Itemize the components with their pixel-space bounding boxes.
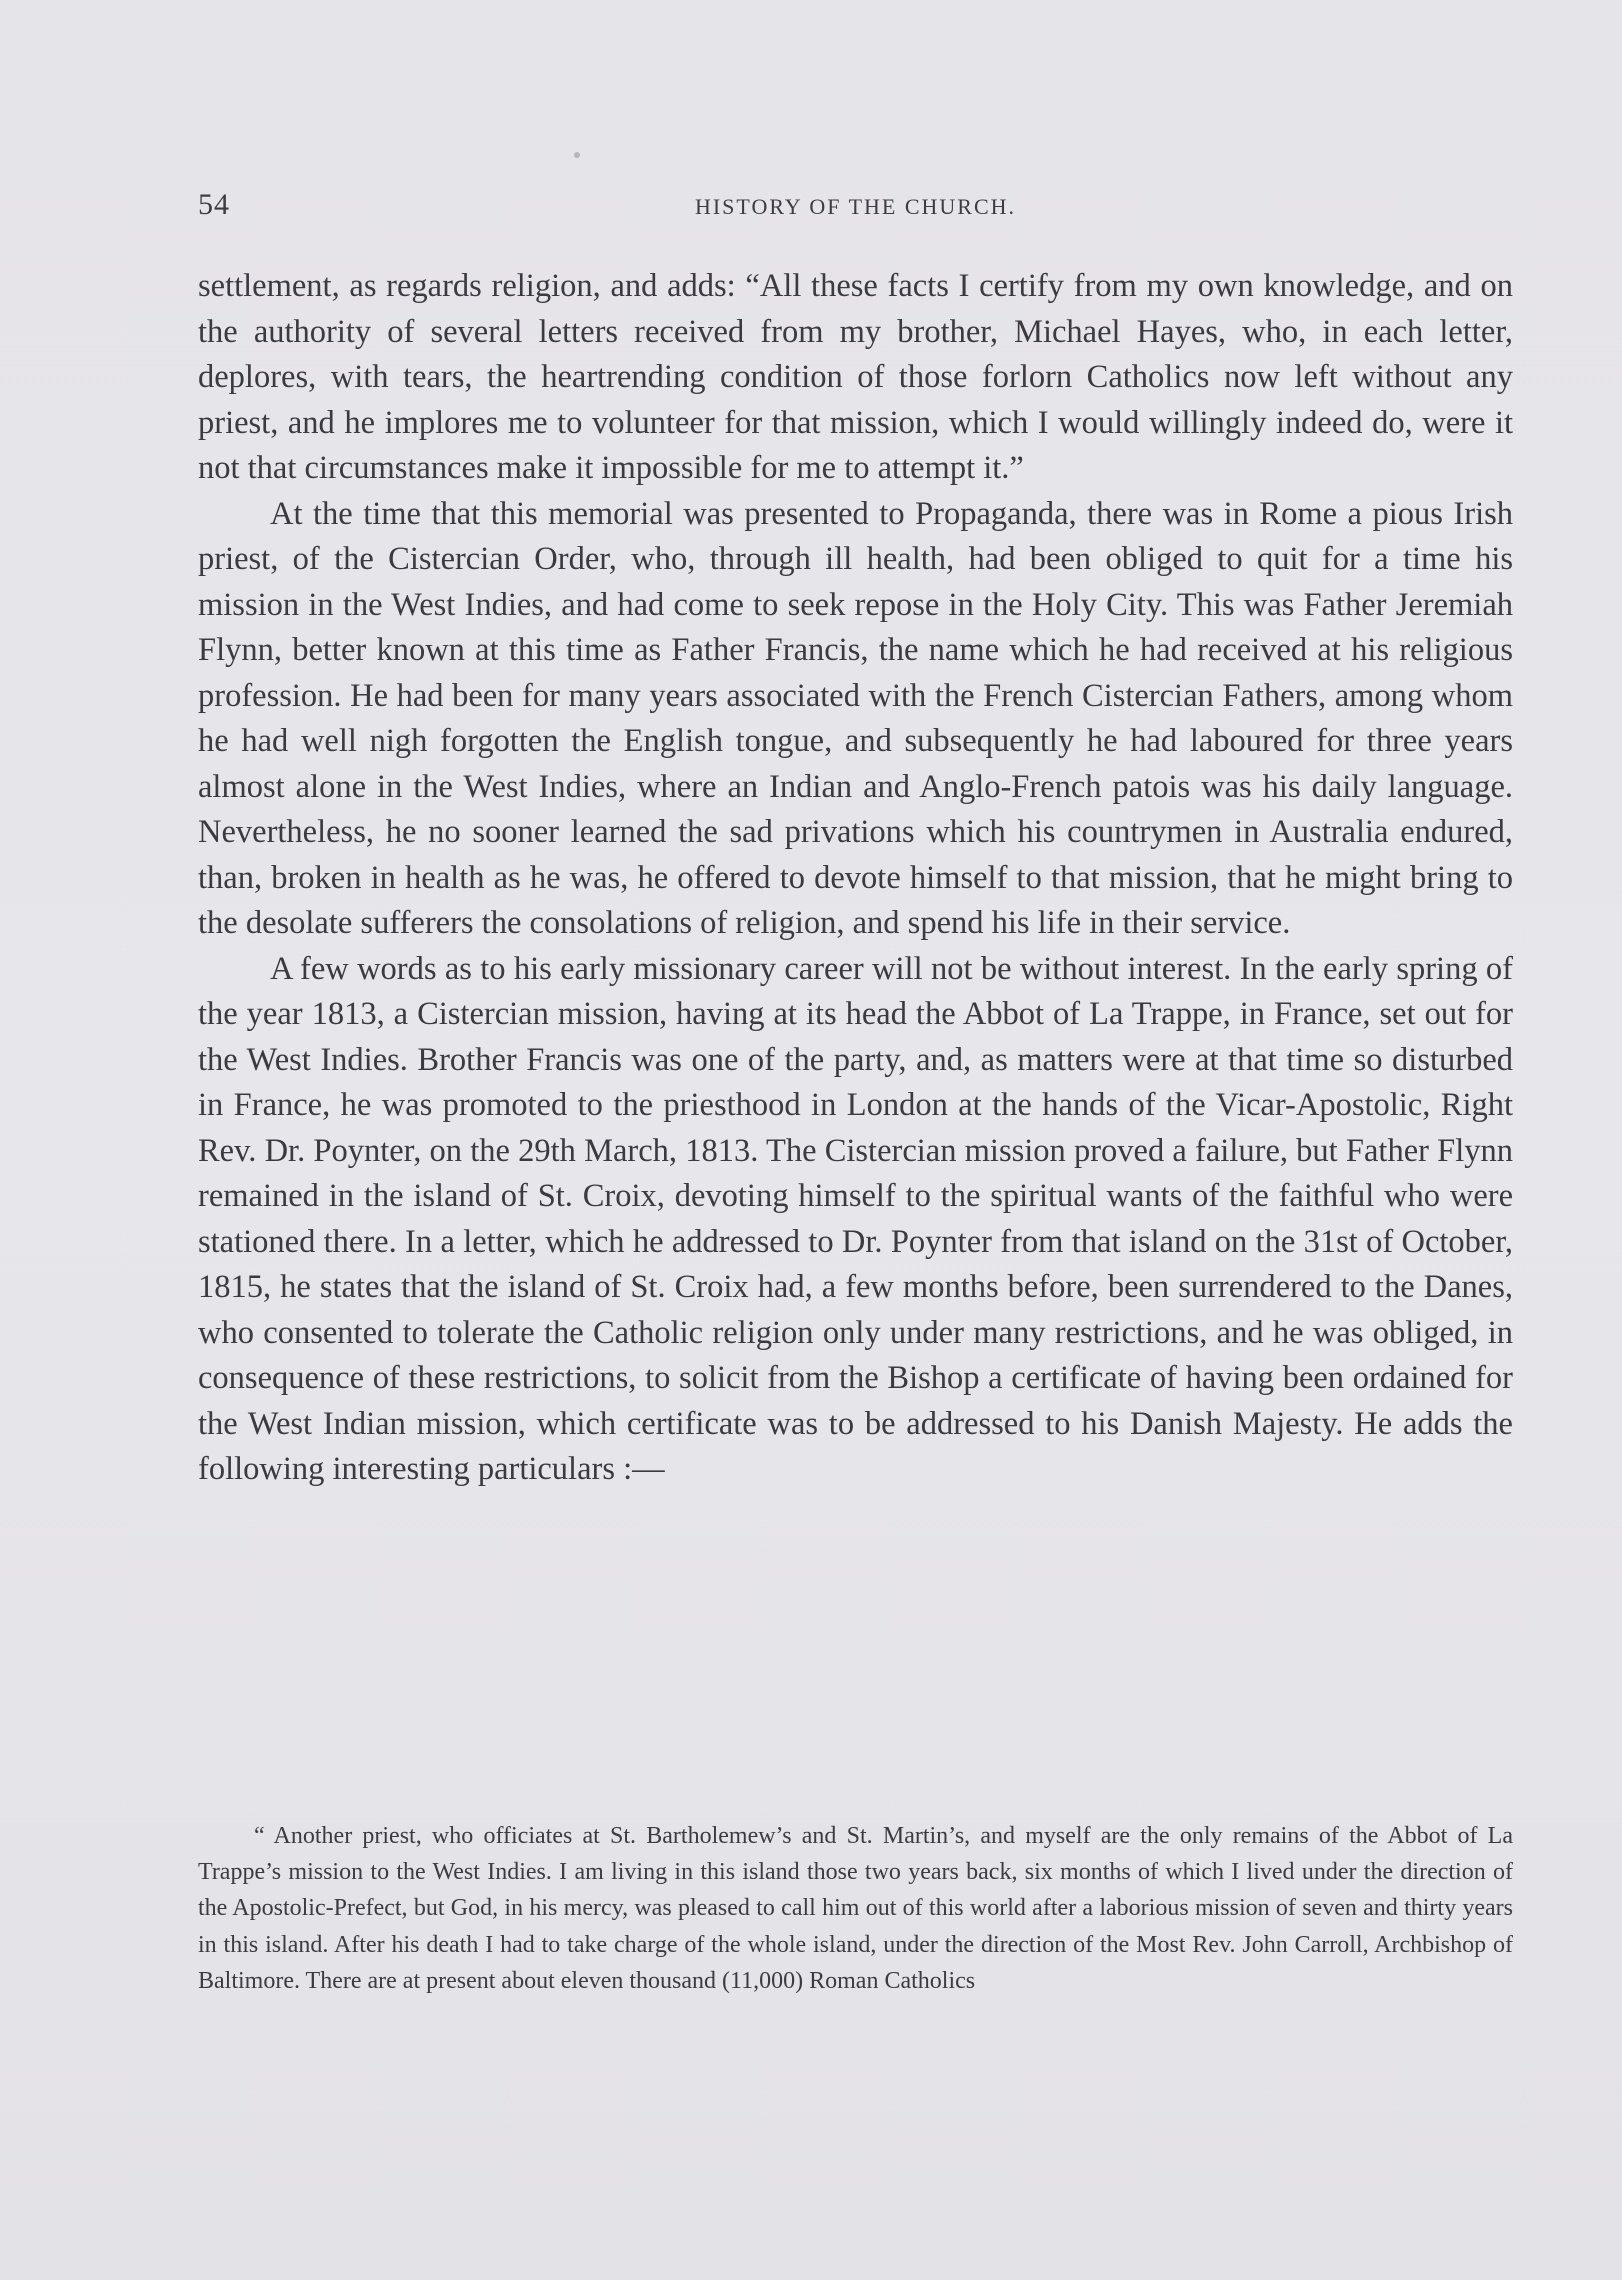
paragraph-continuation: settlement, as regards religion, and adds: “All these facts I certify from my own knowledge, and on the authority of several letters received from my brother, Michael Hayes, who, in each letter, deplores, with tears, the heartrending condition of those forlorn Catholics now left without any priest, and he implores me to volunteer for that mission, which I would willingly indeed do, were it not that circumstances make it impossible for me to attempt it.”: [198, 268, 1513, 486]
paper-speck: [574, 152, 580, 158]
running-title: HISTORY OF THE CHURCH.: [694, 194, 1017, 219]
letter-quotation: [198, 1818, 1513, 1999]
body-text: [198, 264, 1513, 1493]
running-head: [198, 188, 1513, 234]
page-number: 54: [198, 188, 230, 221]
paragraph-father-flynn: At the time that this memorial was presented to Propaganda, there was in Rome a pious Irish priest, of the Cistercian Order, who, through ill health, had been obliged to quit for a time his mission in the West Indies, and had come to seek repose in the Holy City. This was Father Jeremiah Flynn, better known at this time as Father Francis, the name which he had received at his religious profession. He had been for many years associated with the French Cistercian Fathers, among whom he had well nigh forgotten the English tongue, and subsequently he had laboured for three years almost alone in the West Indies, where an Indian and Anglo-French patois was his daily language. Nevertheless, he no sooner learned the sad privations which his countrymen in Australia endured, than, broken in health as he was, he offered to devote himself to that mission, that he might bring to the desolate sufferers the consolations of religion, and spend his life in their service.: [198, 495, 1513, 941]
paragraph-missionary-career: A few words as to his early missionary career will not be without interest. In the early spring of the year 1813, a Cistercian mission, having at its head the Abbot of La Trappe, in France, set out for the West Indies. Brother Francis was one of the party, and, as matters were at that time so disturbed in France, he was promoted to the priesthood in London at the hands of the Vicar-Apostolic, Right Rev. Dr. Poynter, on the 29th March, 1813. The Cistercian mission proved a failure, but Father Flynn remained in the island of St. Croix, devoting himself to the spiritual wants of the faithful who were stationed there. In a letter, which he addressed to Dr. Poynter from that island on the 31st of October, 1815, he states that the island of St. Croix had, a few months before, been surrendered to the Danes, who consented to tolerate the Catholic religion only under many restrictions, and he was obliged, in consequence of these restrictions, to solicit from the Bishop a certificate of having been ordained for the West Indian mission, which certificate was to be addressed to his Danish Majesty. He adds the following interesting particulars :—: [198, 950, 1513, 1487]
quotation-paragraph: “ Another priest, who officiates at St. Bartholemew’s and St. Martin’s, and myself are the only remains of the Abbot of La Trappe’s mission to the West Indies. I am living in this island those two years back, six months of which I lived under the direction of the Apostolic-Prefect, but God, in his mercy, was pleased to call him out of this world after a laborious mission of seven and thirty years in this island. After his death I had to take charge of the whole island, under the direction of the Most Rev. John Carroll, Archbishop of Baltimore. There are at present about eleven thousand (11,000) Roman Catholics: [198, 1823, 1513, 1994]
